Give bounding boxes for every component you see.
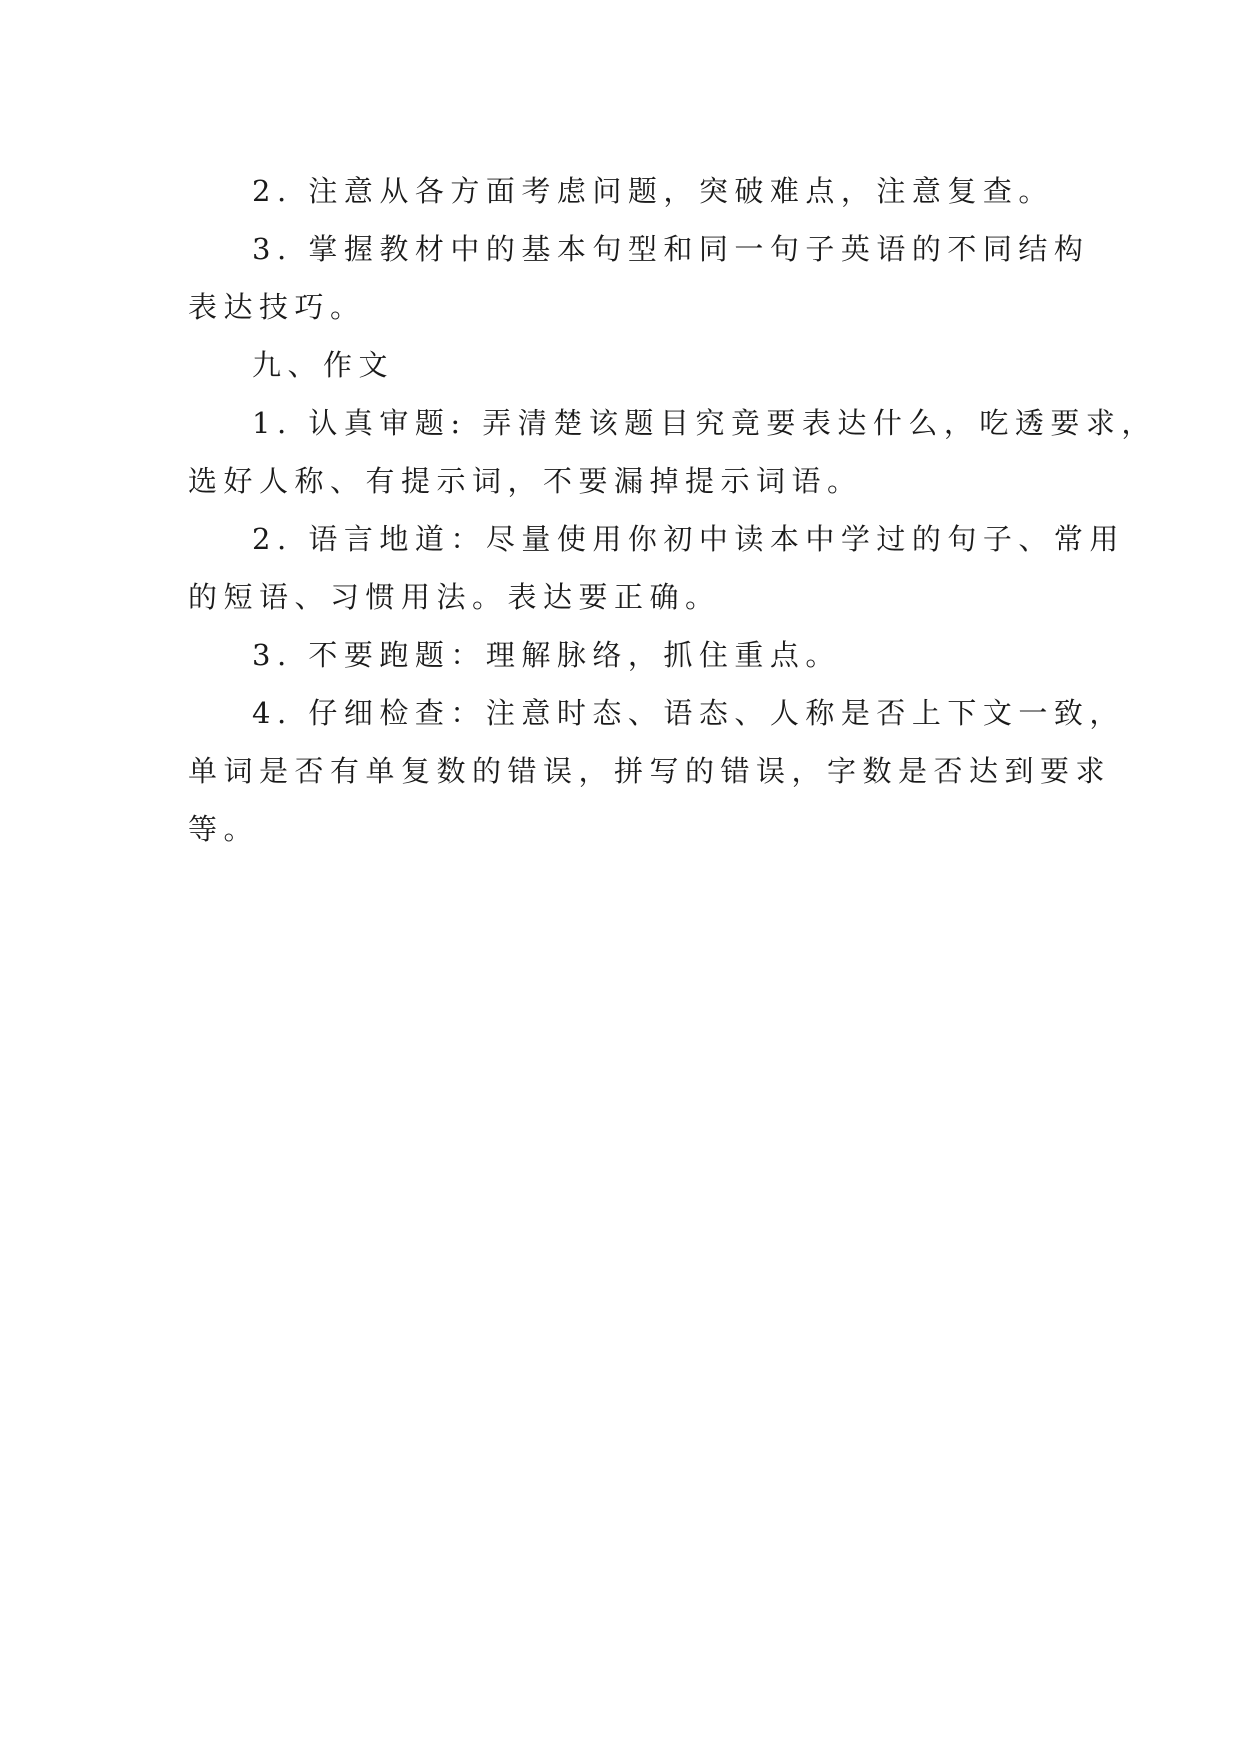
paragraph-line: 表达技巧。: [188, 290, 366, 324]
paragraph-line: 1. 认真审题: 弄清楚该题目究竟要表达什么，吃透要求，: [252, 406, 1157, 440]
paragraph-line: 的短语、习惯用法。表达要正确。: [188, 580, 721, 614]
paragraph-line: 3. 掌握教材中的基本句型和同一句子英语的不同结构: [252, 232, 1090, 266]
paragraph-line: 等。: [188, 812, 260, 846]
paragraph-line: 单词是否有单复数的错误，拼写的错误，字数是否达到要求: [188, 754, 1112, 788]
document-body: [188, 162, 1157, 858]
section-heading: 九、作文: [252, 348, 395, 382]
paragraph-line: 3. 不要跑题：理解脉络，抓住重点。: [252, 638, 841, 672]
paragraph-line: 2. 注意从各方面考虑问题，突破难点，注意复查。: [252, 174, 1054, 208]
paragraph-line: 4. 仔细检查：注意时态、语态、人称是否上下文一致，: [252, 696, 1125, 730]
paragraph-line: 选好人称、有提示词，不要漏掉提示词语。: [188, 464, 863, 498]
paragraph-line: 2. 语言地道：尽量使用你初中读本中学过的句子、常用: [252, 522, 1125, 556]
